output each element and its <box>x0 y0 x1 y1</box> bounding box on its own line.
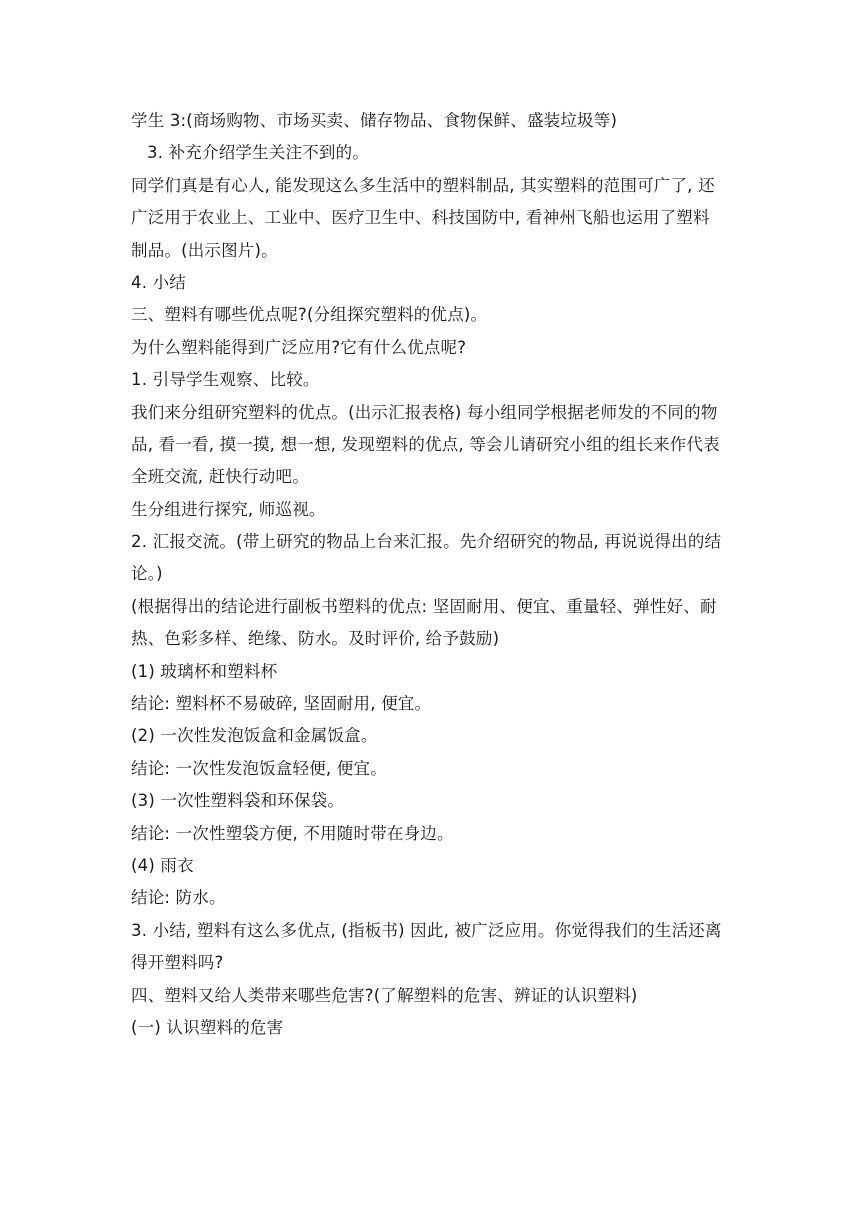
text-line: 4. 小结 <box>131 272 186 292</box>
text-line: 2. 汇报交流。(带上研究的物品上台来汇报。先介绍研究的物品, 再说说得出的结 <box>131 532 722 552</box>
text-line: 热、色彩多样、绝缘、防水。及时评价, 给予鼓励) <box>131 629 500 649</box>
text-line: (一) 认识塑料的危害 <box>131 1017 284 1037</box>
text-line: (3) 一次性塑料袋和环保袋。 <box>131 791 345 811</box>
text-line: 结论: 塑料杯不易破碎, 坚固耐用, 便宜。 <box>131 694 432 714</box>
text-line: (根据得出的结论进行副板书塑料的优点: 坚固耐用、便宜、重量轻、弹性好、耐 <box>131 596 717 616</box>
text-line: 3. 补充介绍学生关注不到的。 <box>147 143 369 163</box>
section-heading: 四、塑料又给人类带来哪些危害?(了解塑料的危害、辨证的认识塑料) <box>131 985 638 1005</box>
text-line: 全班交流, 赶快行动吧。 <box>131 467 309 487</box>
text-line: 我们来分组研究塑料的优点。(出示汇报表格) 每小组同学根据老师发的不同的物 <box>131 402 718 422</box>
text-line: 论。) <box>131 564 163 584</box>
text-line: 广泛用于农业上、工业中、医疗卫生中、科技国防中, 看神州飞船也运用了塑料 <box>131 208 710 228</box>
text-line: 为什么塑料能得到广泛应用?它有什么优点呢? <box>131 337 467 357</box>
text-line: 品, 看一看, 摸一摸, 想一想, 发现塑料的优点, 等会儿请研究小组的组长来作代表 <box>131 434 720 454</box>
text-line: 学生 3:(商场购物、市场买卖、储存物品、食物保鲜、盛装垃圾等) <box>131 111 618 130</box>
text-line: (1) 玻璃杯和塑料杯 <box>131 661 278 681</box>
text-line: (2) 一次性发泡饭盒和金属饭盒。 <box>131 726 378 746</box>
document-page <box>131 105 731 1044</box>
text-line: 1. 引导学生观察、比较。 <box>131 370 320 390</box>
text-line: (4) 雨衣 <box>131 855 194 875</box>
text-line: 得开塑料吗? <box>131 953 224 973</box>
text-line: 3. 小结, 塑料有这么多优点, (指板书) 因此, 被广泛应用。你觉得我们的生活还离 <box>131 920 722 940</box>
text-line: 制品。(出示图片)。 <box>131 240 278 260</box>
text-line: 同学们真是有心人, 能发现这么多生活中的塑料制品, 其实塑料的范围可广了, 还 <box>131 175 715 195</box>
text-line: 结论: 防水。 <box>131 888 226 908</box>
section-heading: 三、塑料有哪些优点呢?(分组探究塑料的优点)。 <box>131 305 488 325</box>
text-line: 结论: 一次性塑袋方便, 不用随时带在身边。 <box>131 823 454 843</box>
text-line: 结论: 一次性发泡饭盒轻便, 便宜。 <box>131 758 387 778</box>
text-line: 生分组进行探究, 师巡视。 <box>131 499 326 519</box>
